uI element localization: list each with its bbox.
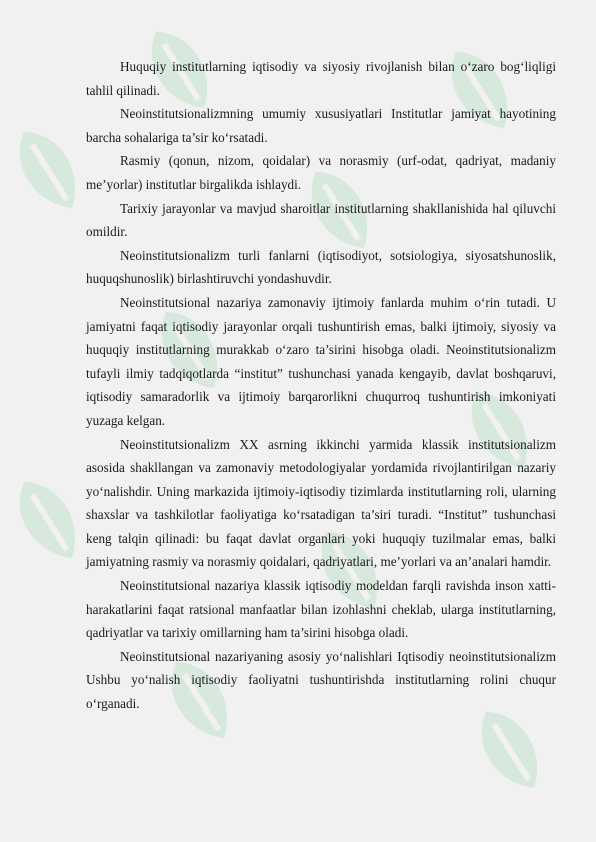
paragraph-modern-social-science: Neoinstitutsional nazariya zamonaviy ijtimoiy fanlarda muhim o‘rin tutadi. U jamiyatni faqat iqtisodiy jarayonlar orqali tushuntirish emas, balki ijtimoiy, siyosiy va huquqiy institutlarning murakkab o‘zaro ta’sirini hisobga oladi. Neoinstitutsionalizm tufayli ilmiy tadqiqotlarda “institut” tushunchasi yanada kengayib, davlat boshqaruvi, iqtisodiy samaradorlik va ijtimoiy barqarorlikni chuqurroq tushuntirish imkoniyati yuzaga kelgan. (86, 294, 556, 428)
paragraph-historical-factors: Tarixiy jarayonlar va mavjud sharoitlar institutlarning shakllanishida hal qiluvchi omildir. (86, 200, 556, 240)
document-body (86, 55, 556, 716)
paragraph-legal-institutions: Huquqiy institutlarning iqtisodiy va siyosiy rivojlanish bilan o‘zaro bog‘liqligi tahlil qilinadi. (86, 59, 556, 98)
paragraph-twentieth-century: Neoinstitutsionalizm XX asrning ikkinchi yarmida klassik institutsionalizm asosida shakllangan va zamonaviy metodologiyalar yordamida rivojlantirilgan nazariy yo‘nalishdir. Uning markazida ijtimoiy-iqtisodiy tizimlarda institutlarning roli, ularning shaxslar va tashkilotlar faoliyatiga ko‘rsatadigan ta’siri turadi. “Institut” tushunchasi keng talqin qilinadi: bu faqat davlat organlari yoki huquqiy tuzilmalar emas, balki jamiyatning rasmiy va norasmiy qoidalari, qadriyatlari, me’yorlari va an’analari hamdir. (86, 436, 556, 570)
paragraph-interdisciplinary: Neoinstitutsionalizm turli fanlarni (iqtisodiyot, sotsiologiya, siyosatshunoslik, huquqshunoslik) birlashtiruvchi yondashuvdir. (86, 247, 556, 287)
paragraph-classical-model: Neoinstitutsional nazariya klassik iqtisodiy modeldan farqli ravishda inson xatti-harakatlarini faqat ratsional manfaatlar bilan izohlashni cheklab, ularga institutlarning, qadriyatlar va tarixiy omillarning ham ta’sirini hisobga oladi. (86, 578, 556, 641)
paragraph-formal-informal: Rasmiy (qonun, nizom, qoidalar) va norasmiy (urf-odat, qadriyat, madaniy me’yorlar) institutlar birgalikda ishlaydi. (86, 153, 556, 192)
paragraph-main-directions: Neoinstitutsional nazariyaning asosiy yo‘nalishlari Iqtisodiy neoinstitutsionalizm Ushbu yo‘nalish iqtisodiy faoliyatni tushuntirishda institutlarning rolini chuqur o‘rganadi. (86, 648, 556, 712)
paragraph-general-features: Neoinstitutsionalizmning umumiy xususiyatlari Institutlar jamiyat hayotining barcha sohalariga ta’sir ko‘rsatadi. (86, 106, 556, 145)
